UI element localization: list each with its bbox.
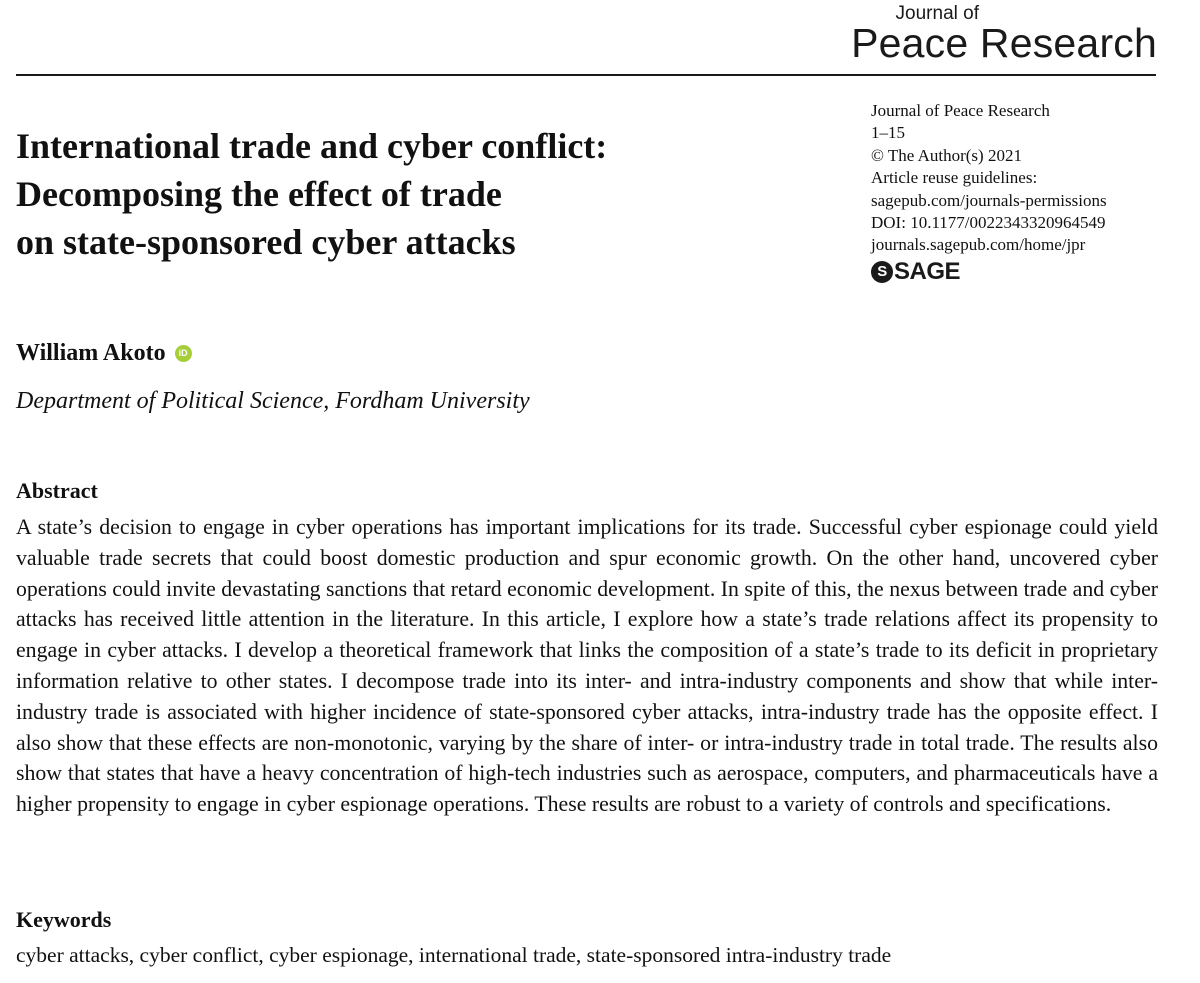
meta-pages: 1–15 (871, 123, 905, 143)
keywords-heading: Keywords (16, 907, 112, 932)
author (16, 340, 192, 367)
journal-logo-big: Peace Research (851, 20, 1157, 66)
meta-reuse-link[interactable]: sagepub.com/journals-permissions (871, 190, 1107, 210)
title-line-2: Decomposing the effect of trade (16, 174, 502, 214)
sage-logo-icon: S (871, 261, 893, 283)
article-metadata (871, 100, 1107, 283)
abstract-text: A state’s decision to engage in cyber operations has important implications for its trade. Successful cyber espionage could yield valuable trade secrets that could boost domestic production and spur economic growth. On the other hand, uncovered cyber operations could invite devastating sanctions that retard economic development. In spite of this, the nexus between trade and cyber attacks has received little attention in the literature. In this article, I explore how a state’s trade relations affect its propensity to engage in cyber attacks. I develop a theoretical framework that links the composition of a state’s trade to its deficit in proprietary information relative to other states. I decompose trade into its inter- and intra-industry components and show that while inter-industry trade is associated with higher incidence of state-sponsored cyber attacks, intra-industry trade has the opposite effect. I also show that these effects are non-monotonic, varying by the share of inter- or intra-industry trade in total trade. The results also show that states that have a heavy concentration of high-tech industries such as aerospace, computers, and pharmaceuticals have a higher propensity to engage in cyber espionage operations. These results are robust to a variety of controls and specifications. (16, 515, 1158, 817)
meta-doi[interactable]: DOI: 10.1177/0022343320964549 (871, 213, 1106, 233)
abstract-heading: Abstract (16, 478, 98, 503)
orcid-icon[interactable]: iD (175, 345, 192, 362)
author-affiliation: Department of Political Science, Fordham University (16, 388, 530, 414)
meta-journal-link[interactable]: journals.sagepub.com/home/jpr (871, 235, 1086, 255)
meta-reuse-label: Article reuse guidelines: (871, 168, 1038, 188)
sage-logo-text: SAGE (894, 257, 961, 285)
journal-logo (851, 3, 1157, 66)
title-line-1: International trade and cyber conflict: (16, 126, 608, 166)
meta-copyright: © The Author(s) 2021 (871, 145, 1022, 165)
author-name: William Akoto (16, 340, 166, 366)
sage-logo (871, 257, 1107, 285)
title-line-3: on state-sponsored cyber attacks (16, 222, 516, 262)
header-rule (16, 74, 1156, 76)
article-title (16, 122, 816, 266)
keywords-text: cyber attacks, cyber conflict, cyber espionage, international trade, state-sponsored intra-industry trade (16, 943, 892, 967)
meta-journal-name: Journal of Peace Research (871, 101, 1050, 120)
journal-logo-small: Journal of (895, 3, 979, 24)
